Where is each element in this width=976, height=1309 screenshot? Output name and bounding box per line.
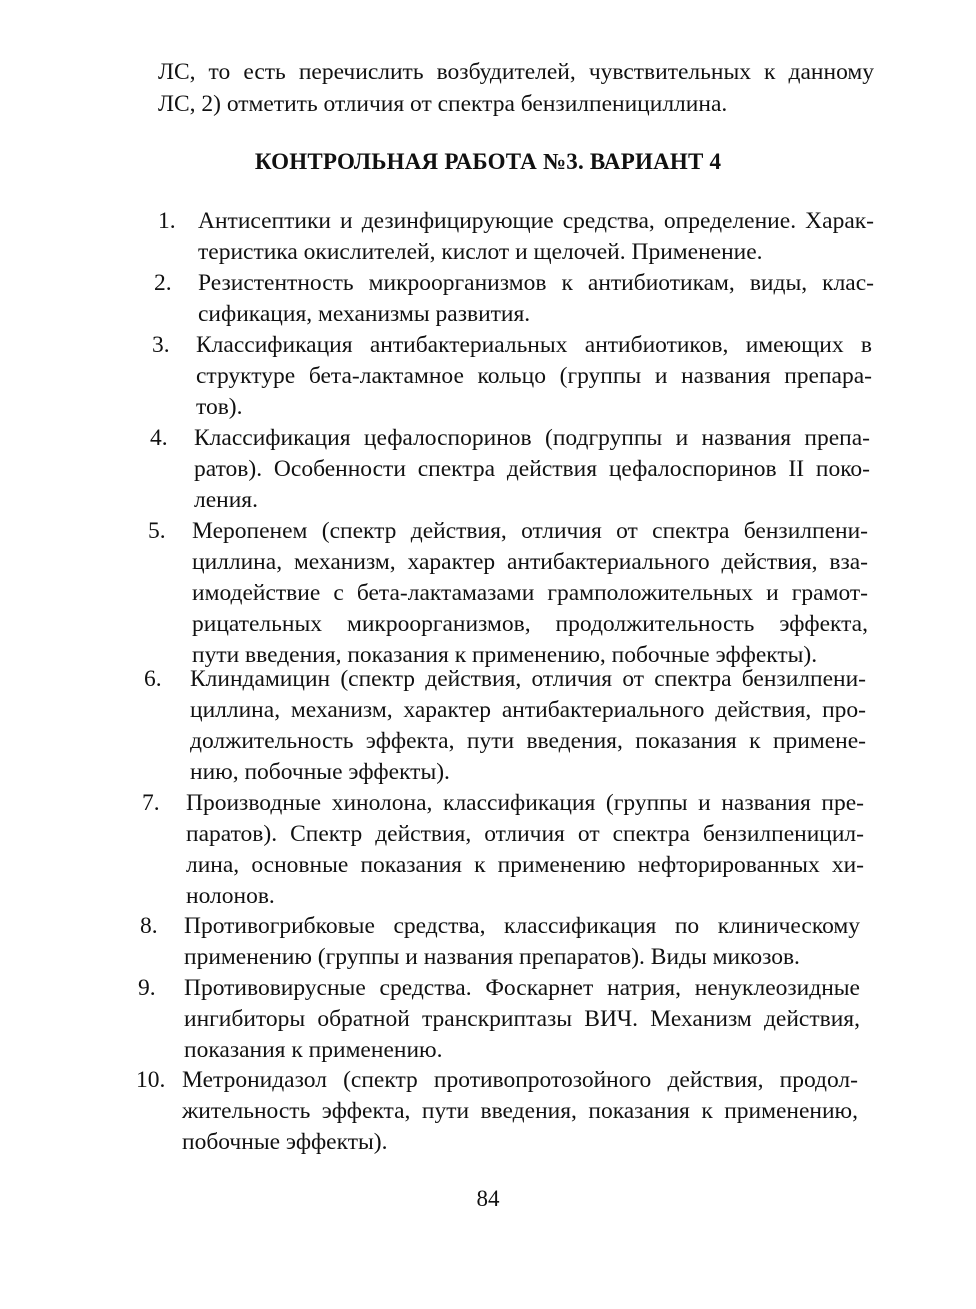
list-item-line: должительность эффекта, пути введения, показания к примене- [190,728,866,754]
list-item-line: Классификация цефалоспоринов (подгруппы и названия препа- [194,425,870,451]
list-item-line: ингибиторы обратной транскриптазы ВИЧ. Механизм действия, [184,1006,860,1032]
list-item-line: рицательных микроорганизмов, продолжительность эффекта, [192,611,868,637]
list-item-line: Резистентность микроорганизмов к антибиотикам, виды, клас- [198,270,874,296]
list-item-text [184,911,860,973]
list-item-text [196,330,872,423]
intro-paragraph [158,56,874,120]
list-item-line: лина, основные показания к применению нефторированных хи- [186,852,864,878]
list-item-line: показания к применению. [184,1037,443,1063]
list-item-line: жительность эффекта, пути введения, показания к применению, [182,1098,858,1124]
intro-line-2: ЛС, 2) отметить отличия от спектра бензилпенициллина. [158,91,728,117]
list-item-line: Противогрибковые средства, классификация по клиническому [184,913,860,939]
list-item-line: Противовирусные средства. Фоскарнет натрия, ненуклеозидные [184,975,860,1001]
list-item-line: имодействие с бета-лактамазами грамположительных и грамот- [192,580,868,606]
list-item-number: 3. [152,332,170,358]
list-item-line: циллина, механизм, характер антибактериального действия, вза- [192,549,868,575]
list-item-line: пути введения, показания к применению, побочные эффекты). [192,642,818,668]
list-item-text [192,516,868,671]
list-item-line: Клиндамицин (спектр действия, отличия от спектра бензилпени- [190,666,866,692]
list-item-line: структуре бета-лактамное кольцо (группы и названия препара- [196,363,872,389]
page-number: 84 [476,1186,500,1211]
intro-line-1: ЛС, то есть перечислить возбудителей, чувствительных к данному [158,59,874,85]
list-item-line: применению (группы и названия препаратов). Виды микозов. [184,944,800,970]
list-item-line: тов). [196,394,243,420]
list-item-number: 9. [138,975,156,1001]
list-item-line: теристика окислителей, кислот и щелочей. Применение. [198,239,763,265]
list-item-line: циллина, механизм, характер антибактериального действия, про- [190,697,866,723]
section-heading: КОНТРОЛЬНАЯ РАБОТА №3. ВАРИАНТ 4 [254,149,722,174]
list-item-text [182,1065,858,1158]
list-item-number: 6. [144,666,162,692]
list-item-number: 1. [158,208,176,234]
list-item-line: паратов). Спектр действия, отличия от спектра бензилпеницил- [186,821,864,847]
list-item-text [198,268,874,330]
list-item-line: ратов). Особенности спектра действия цефалоспоринов II поко- [194,456,870,482]
list-item-text [186,788,864,912]
list-item-line: нию, побочные эффекты). [190,759,450,785]
list-item-text [194,423,870,516]
list-item-line: Классификация антибактериальных антибиотиков, имеющих в [196,332,872,358]
list-item-line: ления. [194,487,258,513]
list-item-line: сификация, механизмы развития. [198,301,531,327]
list-item-number: 10. [136,1067,166,1093]
list-item-line: нолонов. [186,883,275,909]
list-item-number: 5. [148,518,166,544]
list-item-number: 8. [140,913,158,939]
list-item-text [184,973,860,1066]
list-item-line: Метронидазол (спектр противопротозойного действия, продол- [182,1067,858,1093]
list-item-number: 7. [142,790,160,816]
list-item-line: Производные хинолона, классификация (группы и названия пре- [186,790,864,816]
list-item-text [198,206,874,268]
list-item-line: побочные эффекты). [182,1129,388,1155]
list-item-number: 2. [154,270,172,296]
list-item-text [190,664,866,788]
list-item-line: Антисептики и дезинфицирующие средства, определение. Харак- [198,208,874,234]
list-item-line: Меропенем (спектр действия, отличия от спектра бензилпени- [192,518,868,544]
list-item-number: 4. [150,425,168,451]
